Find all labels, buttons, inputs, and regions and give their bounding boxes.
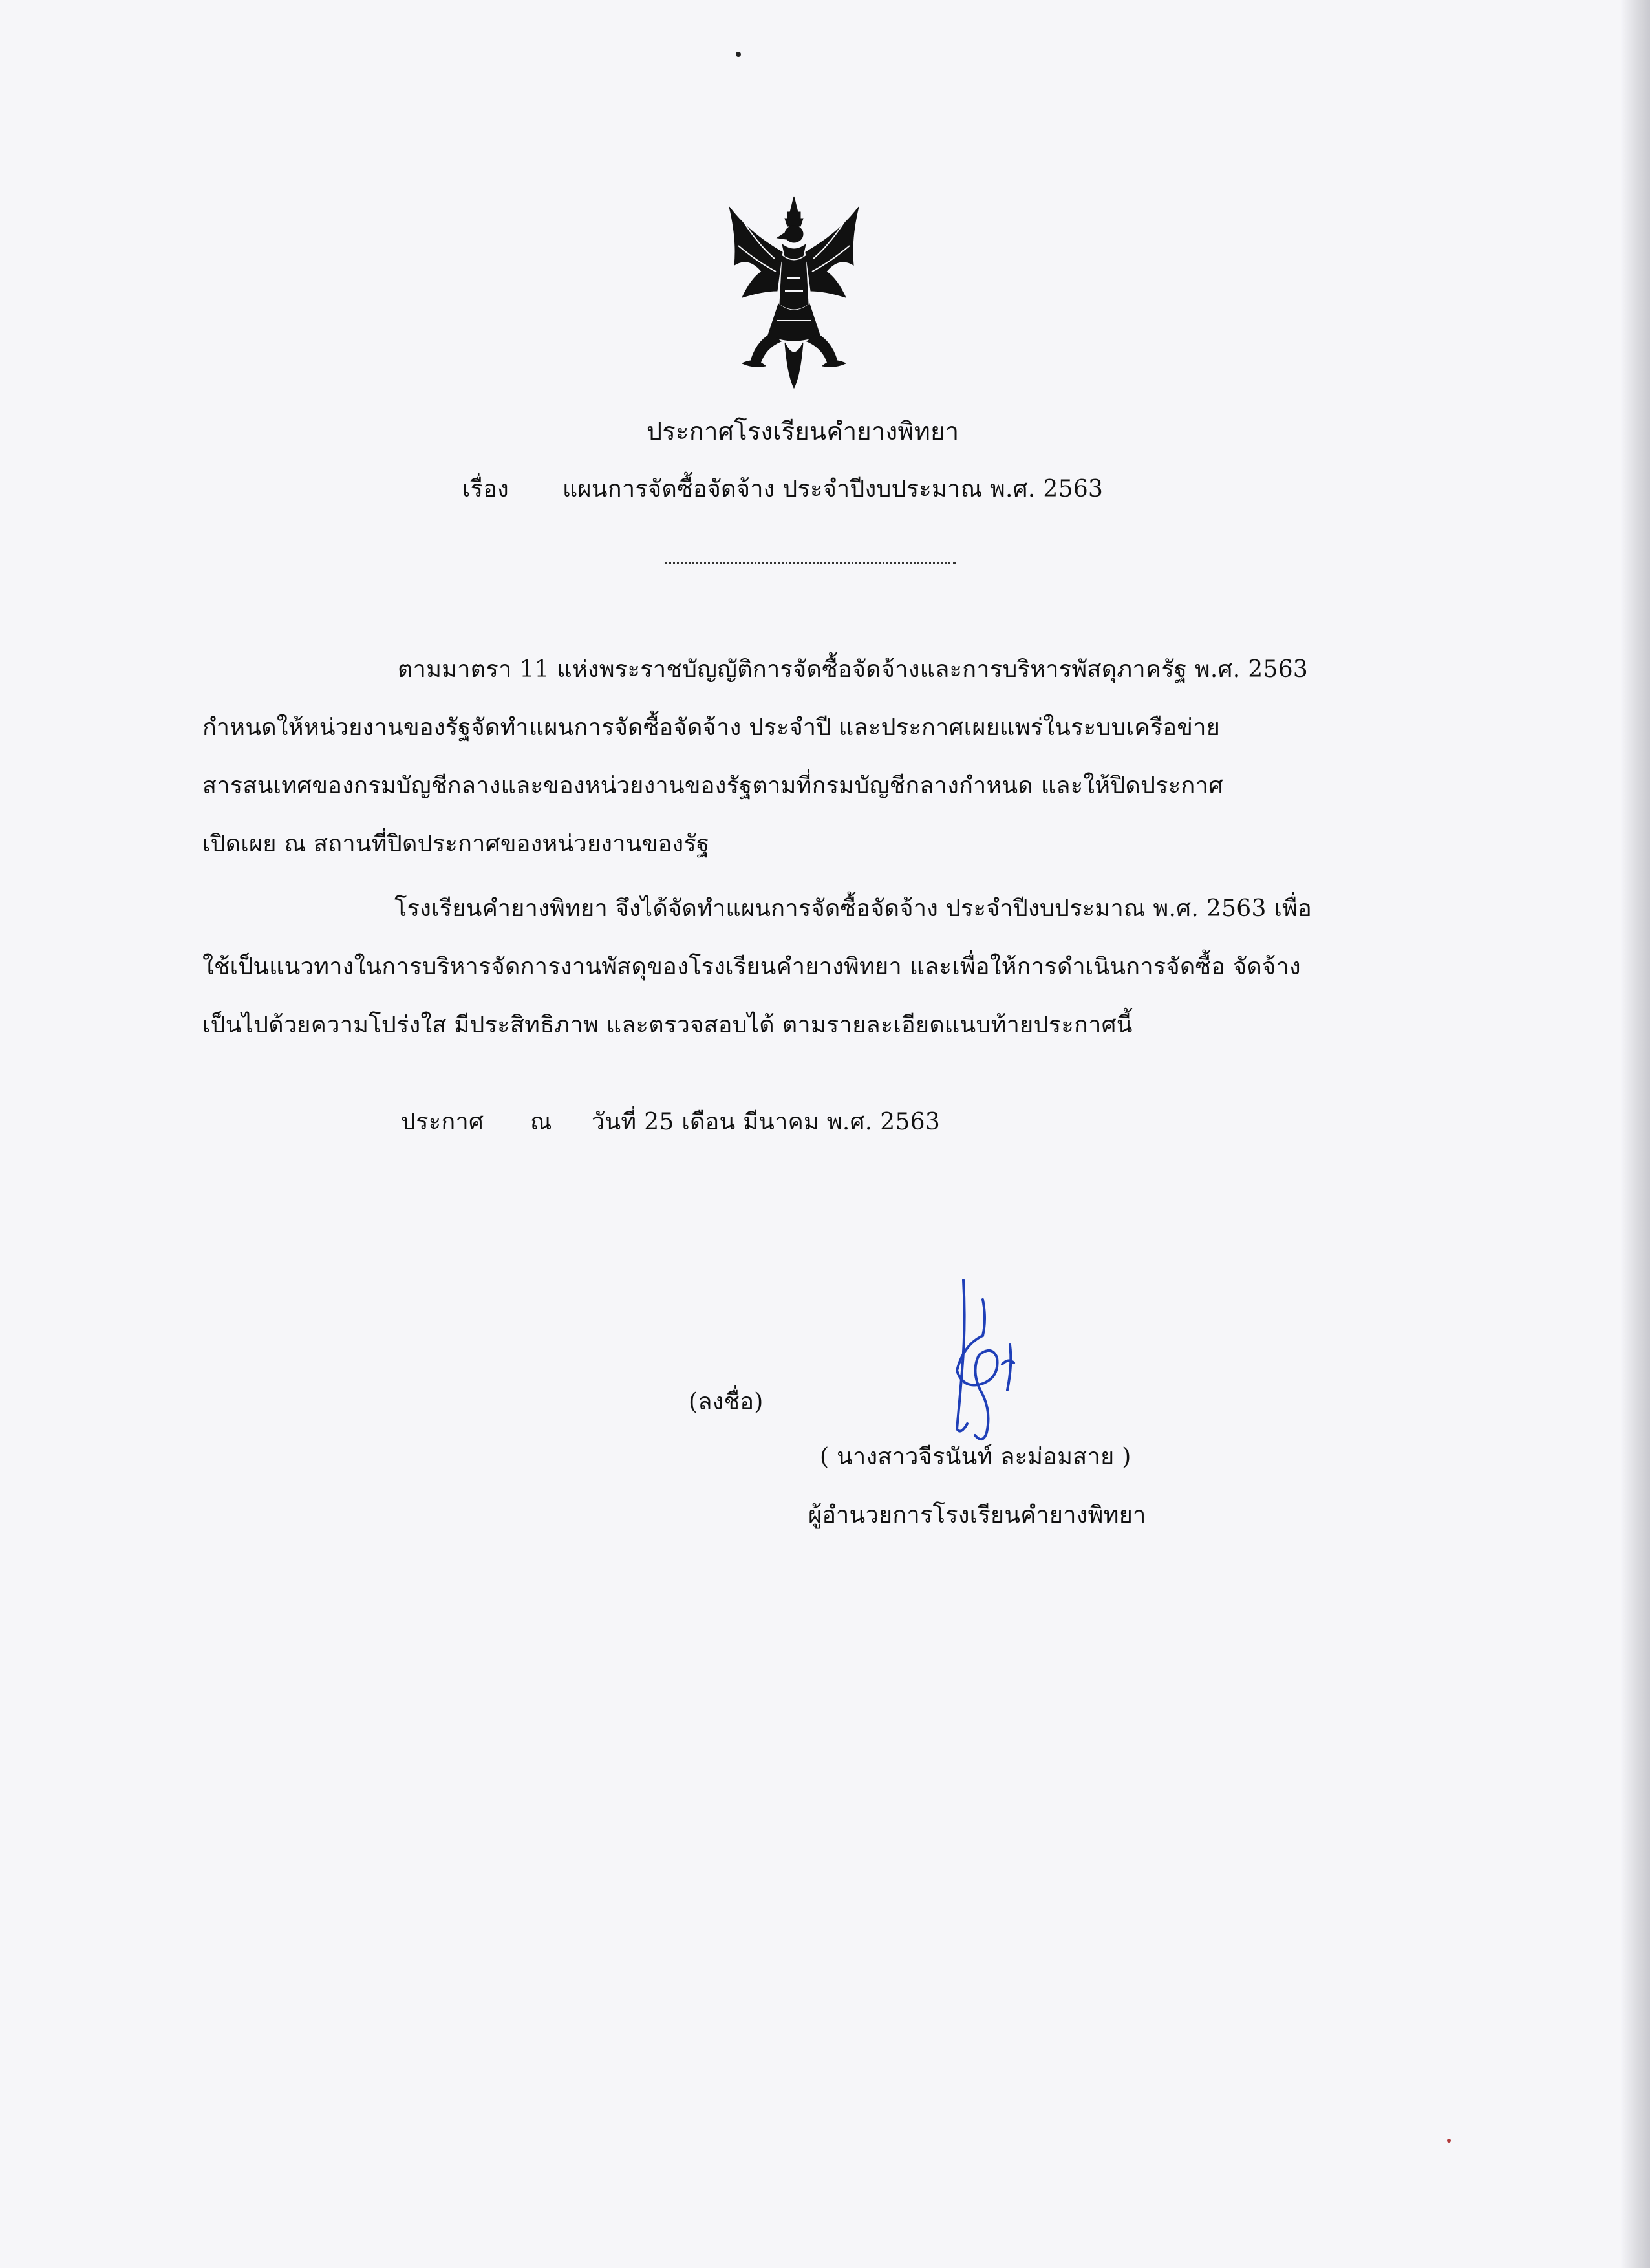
paragraph-2-line-1: โรงเรียนคำยางพิทยา จึงได้จัดทำแผนการจัดซื้อจัดจ้าง ประจำปีงบประมาณ พ.ศ. 2563 เพื่อ bbox=[394, 895, 1312, 922]
stray-mark bbox=[1447, 2139, 1451, 2143]
announce-label: ประกาศ bbox=[401, 1109, 484, 1135]
dotted-divider bbox=[665, 562, 956, 564]
subject-label: เรื่อง bbox=[462, 476, 509, 502]
garuda-emblem-icon bbox=[723, 194, 865, 401]
page-edge-shadow bbox=[1620, 0, 1650, 2268]
paragraph-1-line-2: กำหนดให้หน่วยงานของรัฐจัดทำแผนการจัดซื้อจัดจ้าง ประจำปี และประกาศเผยแพร่ในระบบเครือข่าย bbox=[202, 714, 1221, 741]
handwritten-signature-icon bbox=[938, 1274, 1028, 1455]
stray-mark bbox=[736, 52, 741, 57]
paragraph-1-line-1: ตามมาตรา 11 แห่งพระราชบัญญัติการจัดซื้อจัดจ้างและการบริหารพัสดุภาครัฐ พ.ศ. 2563 bbox=[398, 656, 1309, 683]
signer-title: ผู้อำนวยการโรงเรียนคำยางพิทยา bbox=[808, 1502, 1146, 1528]
document-title: ประกาศโรงเรียนคำยางพิทยา bbox=[647, 417, 959, 445]
sign-label: (ลงชื่อ) bbox=[689, 1389, 764, 1415]
announce-at: ณ bbox=[530, 1109, 552, 1135]
subject-text: แผนการจัดซื้อจัดจ้าง ประจำปีงบประมาณ พ.ศ. 2563 bbox=[562, 476, 1104, 502]
paragraph-2-line-2: ใช้เป็นแนวทางในการบริหารจัดการงานพัสดุของโรงเรียนคำยางพิทยา และเพื่อให้การดำเนินการจัดซื้อ จัดจ้าง bbox=[202, 954, 1301, 980]
paragraph-2-line-3: เป็นไปด้วยความโปร่งใส มีประสิทธิภาพ และตรวจสอบได้ ตามรายละเอียดแนบท้ายประกาศนี้ bbox=[202, 1012, 1133, 1038]
paragraph-1-line-3: สารสนเทศของกรมบัญชีกลางและของหน่วยงานของรัฐตามที่กรมบัญชีกลางกำหนด และให้ปิดประกาศ bbox=[202, 773, 1224, 799]
signer-name: ( นางสาวจีรนันท์ ละม่อมสาย ) bbox=[820, 1444, 1131, 1470]
announce-date: วันที่ 25 เดือน มีนาคม พ.ศ. 2563 bbox=[592, 1109, 941, 1135]
paragraph-1-line-4: เปิดเผย ณ สถานที่ปิดประกาศของหน่วยงานของรัฐ bbox=[202, 831, 710, 857]
